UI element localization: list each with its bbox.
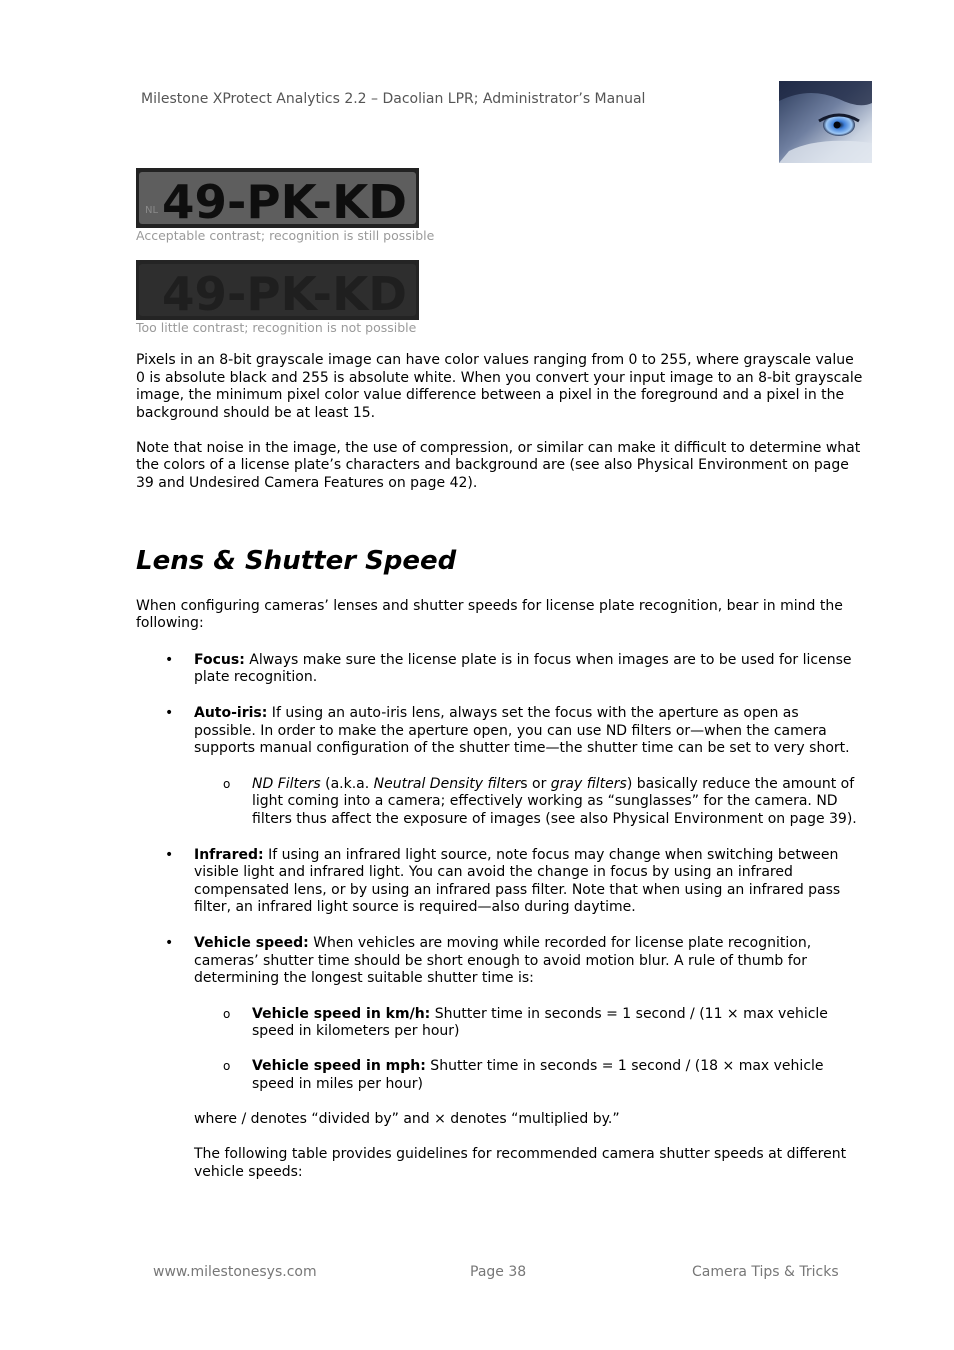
paragraph-table-intro: The following table provides guidelines for recommended camera shutter speeds at different vehicle speeds: xyxy=(194,1146,847,1180)
list-item-infrared xyxy=(136,847,864,917)
post-list-paragraphs xyxy=(136,1111,864,1181)
wolf-eye-logo xyxy=(779,81,872,163)
item-label: Vehicle speed: xyxy=(194,934,309,951)
item-text: s or xyxy=(520,775,551,792)
plate-country-code: NL xyxy=(145,205,159,216)
section-heading: Lens & Shutter Speed xyxy=(136,545,457,576)
section-intro: When configuring cameras’ lenses and shutter speeds for license plate recognition, bear in mind the following: xyxy=(136,597,843,632)
item-text: If using an infrared light source, note focus may change when switching between visible light and infrared light. You can avoid the change in focus by using an infrared compensated lens, or by using an infrared pass filter. Note that when using an infrared pass filter, an infrared light source is required—also during daytime. xyxy=(194,846,841,916)
license-plate-acceptable-contrast xyxy=(136,168,419,228)
item-label: Vehicle speed in km/h: xyxy=(252,1005,431,1022)
plate-characters: 49-PK-KD xyxy=(162,267,407,320)
item-label: Vehicle speed in mph: xyxy=(252,1057,426,1074)
item-text: Shutter time in seconds = 1 second / (11 × max vehicle speed in kilometers per hour) xyxy=(252,1005,828,1040)
item-text: ) basically reduce the amount of light coming into a camera; effectively working as “sunglasses” for the camera. ND filters thus affect the exposure of images (see also Physical Environment on page 39). xyxy=(252,775,857,827)
figure-caption-low-contrast: Too little contrast; recognition is not possible xyxy=(136,320,417,335)
plate-characters: 49-PK-KD xyxy=(162,175,407,228)
paragraph-operators: where / denotes “divided by” and × denotes “multiplied by.” xyxy=(194,1111,620,1128)
list-item-vehicle-speed xyxy=(136,935,864,1093)
item-label: Focus: xyxy=(194,651,245,668)
footer-website: www.milestonesys.com xyxy=(153,1264,317,1280)
sub-item-kmh xyxy=(194,1006,864,1041)
guideline-list xyxy=(136,652,864,1093)
paragraph-grayscale: Pixels in an 8-bit grayscale image can have color values ranging from 0 to 255, where grayscale value 0 is absolute black and 255 is absolute white. When you convert your input image to an 8-bit grayscale image, the minimum pixel color value difference between a pixel in the foreground and a pixel in the background should be at least 15. xyxy=(136,352,863,421)
italic-term: ND Filters xyxy=(252,775,321,792)
item-label: Auto-iris: xyxy=(194,705,268,722)
footer-page-number: Page 38 xyxy=(470,1264,527,1280)
sub-list xyxy=(194,1006,864,1093)
license-plate-low-contrast xyxy=(136,260,419,320)
footer-section: Camera Tips & Tricks xyxy=(692,1264,839,1280)
sub-list xyxy=(194,776,864,829)
list-item-auto-iris xyxy=(136,705,864,829)
item-label: Infrared: xyxy=(194,846,264,863)
italic-term: Neutral Density filter xyxy=(373,775,521,792)
sub-item-nd-filters xyxy=(194,776,864,829)
item-text: If using an auto-iris lens, always set the focus with the aperture as open as possible. In order to make the aperture open, you can use ND filters or—when the camera supports manual configuration of the shutter time—the shutter time can be set to very short. xyxy=(194,705,850,757)
italic-term: gray filters xyxy=(550,775,627,792)
paragraph-noise-note: Note that noise in the image, the use of compression, or similar can make it difficult to determine what the colors of a license plate’s characters and background are (see also Physical Environment on page 39 and Undesired Camera Features on page 42). xyxy=(136,439,861,492)
item-text: Always make sure the license plate is in focus when images are to be used for license plate recognition. xyxy=(194,651,852,686)
sub-item-mph xyxy=(194,1058,864,1093)
list-item-focus xyxy=(136,652,864,687)
item-text: When vehicles are moving while recorded for license plate recognition, cameras’ shutter time should be short enough to avoid motion blur. A rule of thumb for determining the longest suitable shutter time is: xyxy=(194,934,812,987)
document-body xyxy=(136,352,864,1199)
figure-caption-acceptable: Acceptable contrast; recognition is still possible xyxy=(136,228,435,243)
item-text: (a.k.a. xyxy=(320,775,374,792)
header-title: Milestone XProtect Analytics 2.2 – Dacolian LPR; Administrator’s Manual xyxy=(141,91,646,107)
item-text: Shutter time in seconds = 1 second / (18 × max vehicle speed in miles per hour) xyxy=(252,1057,824,1092)
